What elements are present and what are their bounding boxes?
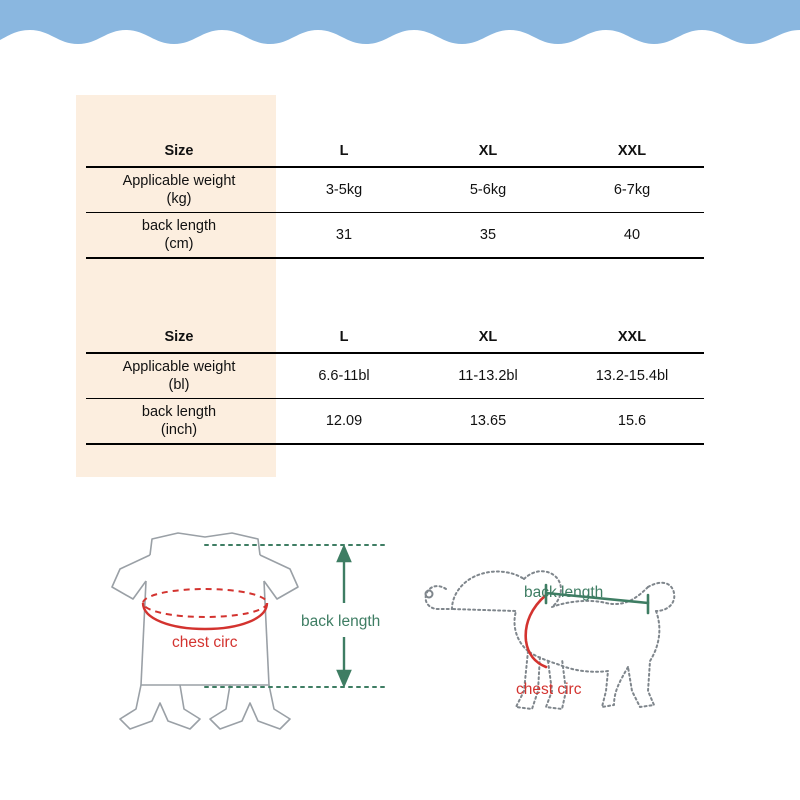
- table-header-row: [86, 322, 704, 353]
- table-row: [86, 213, 704, 259]
- row-label-line2: (cm): [164, 236, 194, 252]
- header-l: L: [272, 322, 416, 353]
- garment-chest-circ-label: chest circ: [172, 634, 238, 651]
- header-xl: XL: [416, 322, 560, 353]
- cell-weight-l: 6.6-11bl: [272, 353, 416, 399]
- row-label-line1: back length: [141, 217, 217, 234]
- cell-backlength-xxl: 15.6: [560, 399, 704, 445]
- row-label-line1: back length: [141, 403, 217, 420]
- cell-backlength-l: 12.09: [272, 399, 416, 445]
- table-header-row: [86, 136, 704, 167]
- row-label-back-length: [86, 213, 272, 259]
- cell-weight-l: 3-5kg: [272, 167, 416, 213]
- row-label-applicable-weight: [86, 167, 272, 213]
- cell-backlength-xl: 35: [416, 213, 560, 259]
- row-label-applicable-weight: [86, 353, 272, 399]
- size-table-imperial: [86, 322, 704, 445]
- cell-weight-xl: 11-13.2bl: [416, 353, 560, 399]
- size-table-metric: [86, 136, 704, 259]
- dog-chest-circ-label: chest circ: [516, 681, 582, 698]
- garment-measurement-diagram: [112, 533, 385, 729]
- row-label-line1: Applicable weight: [122, 172, 236, 189]
- cell-weight-xxl: 6-7kg: [560, 167, 704, 213]
- dog-back-length-label: back length: [524, 584, 604, 601]
- row-label-line2: (inch): [160, 422, 198, 438]
- garment-back-length-label: back length: [301, 613, 381, 630]
- row-label-line2: (bl): [168, 377, 190, 393]
- row-label-line1: Applicable weight: [122, 358, 236, 375]
- cell-weight-xl: 5-6kg: [416, 167, 560, 213]
- header-xxl: XXL: [560, 136, 704, 167]
- header-l: L: [272, 136, 416, 167]
- header-size: Size: [86, 322, 272, 353]
- table-row: [86, 399, 704, 445]
- cell-backlength-xxl: 40: [560, 213, 704, 259]
- header-xxl: XXL: [560, 322, 704, 353]
- cell-backlength-xl: 13.65: [416, 399, 560, 445]
- row-label-line2: (kg): [166, 191, 192, 207]
- header-size: Size: [86, 136, 272, 167]
- wave-banner: [0, 0, 800, 58]
- dog-measurement-diagram: [426, 571, 675, 709]
- cell-weight-xxl: 13.2-15.4bl: [560, 353, 704, 399]
- measurement-diagrams: [0, 495, 800, 785]
- cell-backlength-l: 31: [272, 213, 416, 259]
- row-label-back-length: [86, 399, 272, 445]
- header-xl: XL: [416, 136, 560, 167]
- table-row: [86, 167, 704, 213]
- table-row: [86, 353, 704, 399]
